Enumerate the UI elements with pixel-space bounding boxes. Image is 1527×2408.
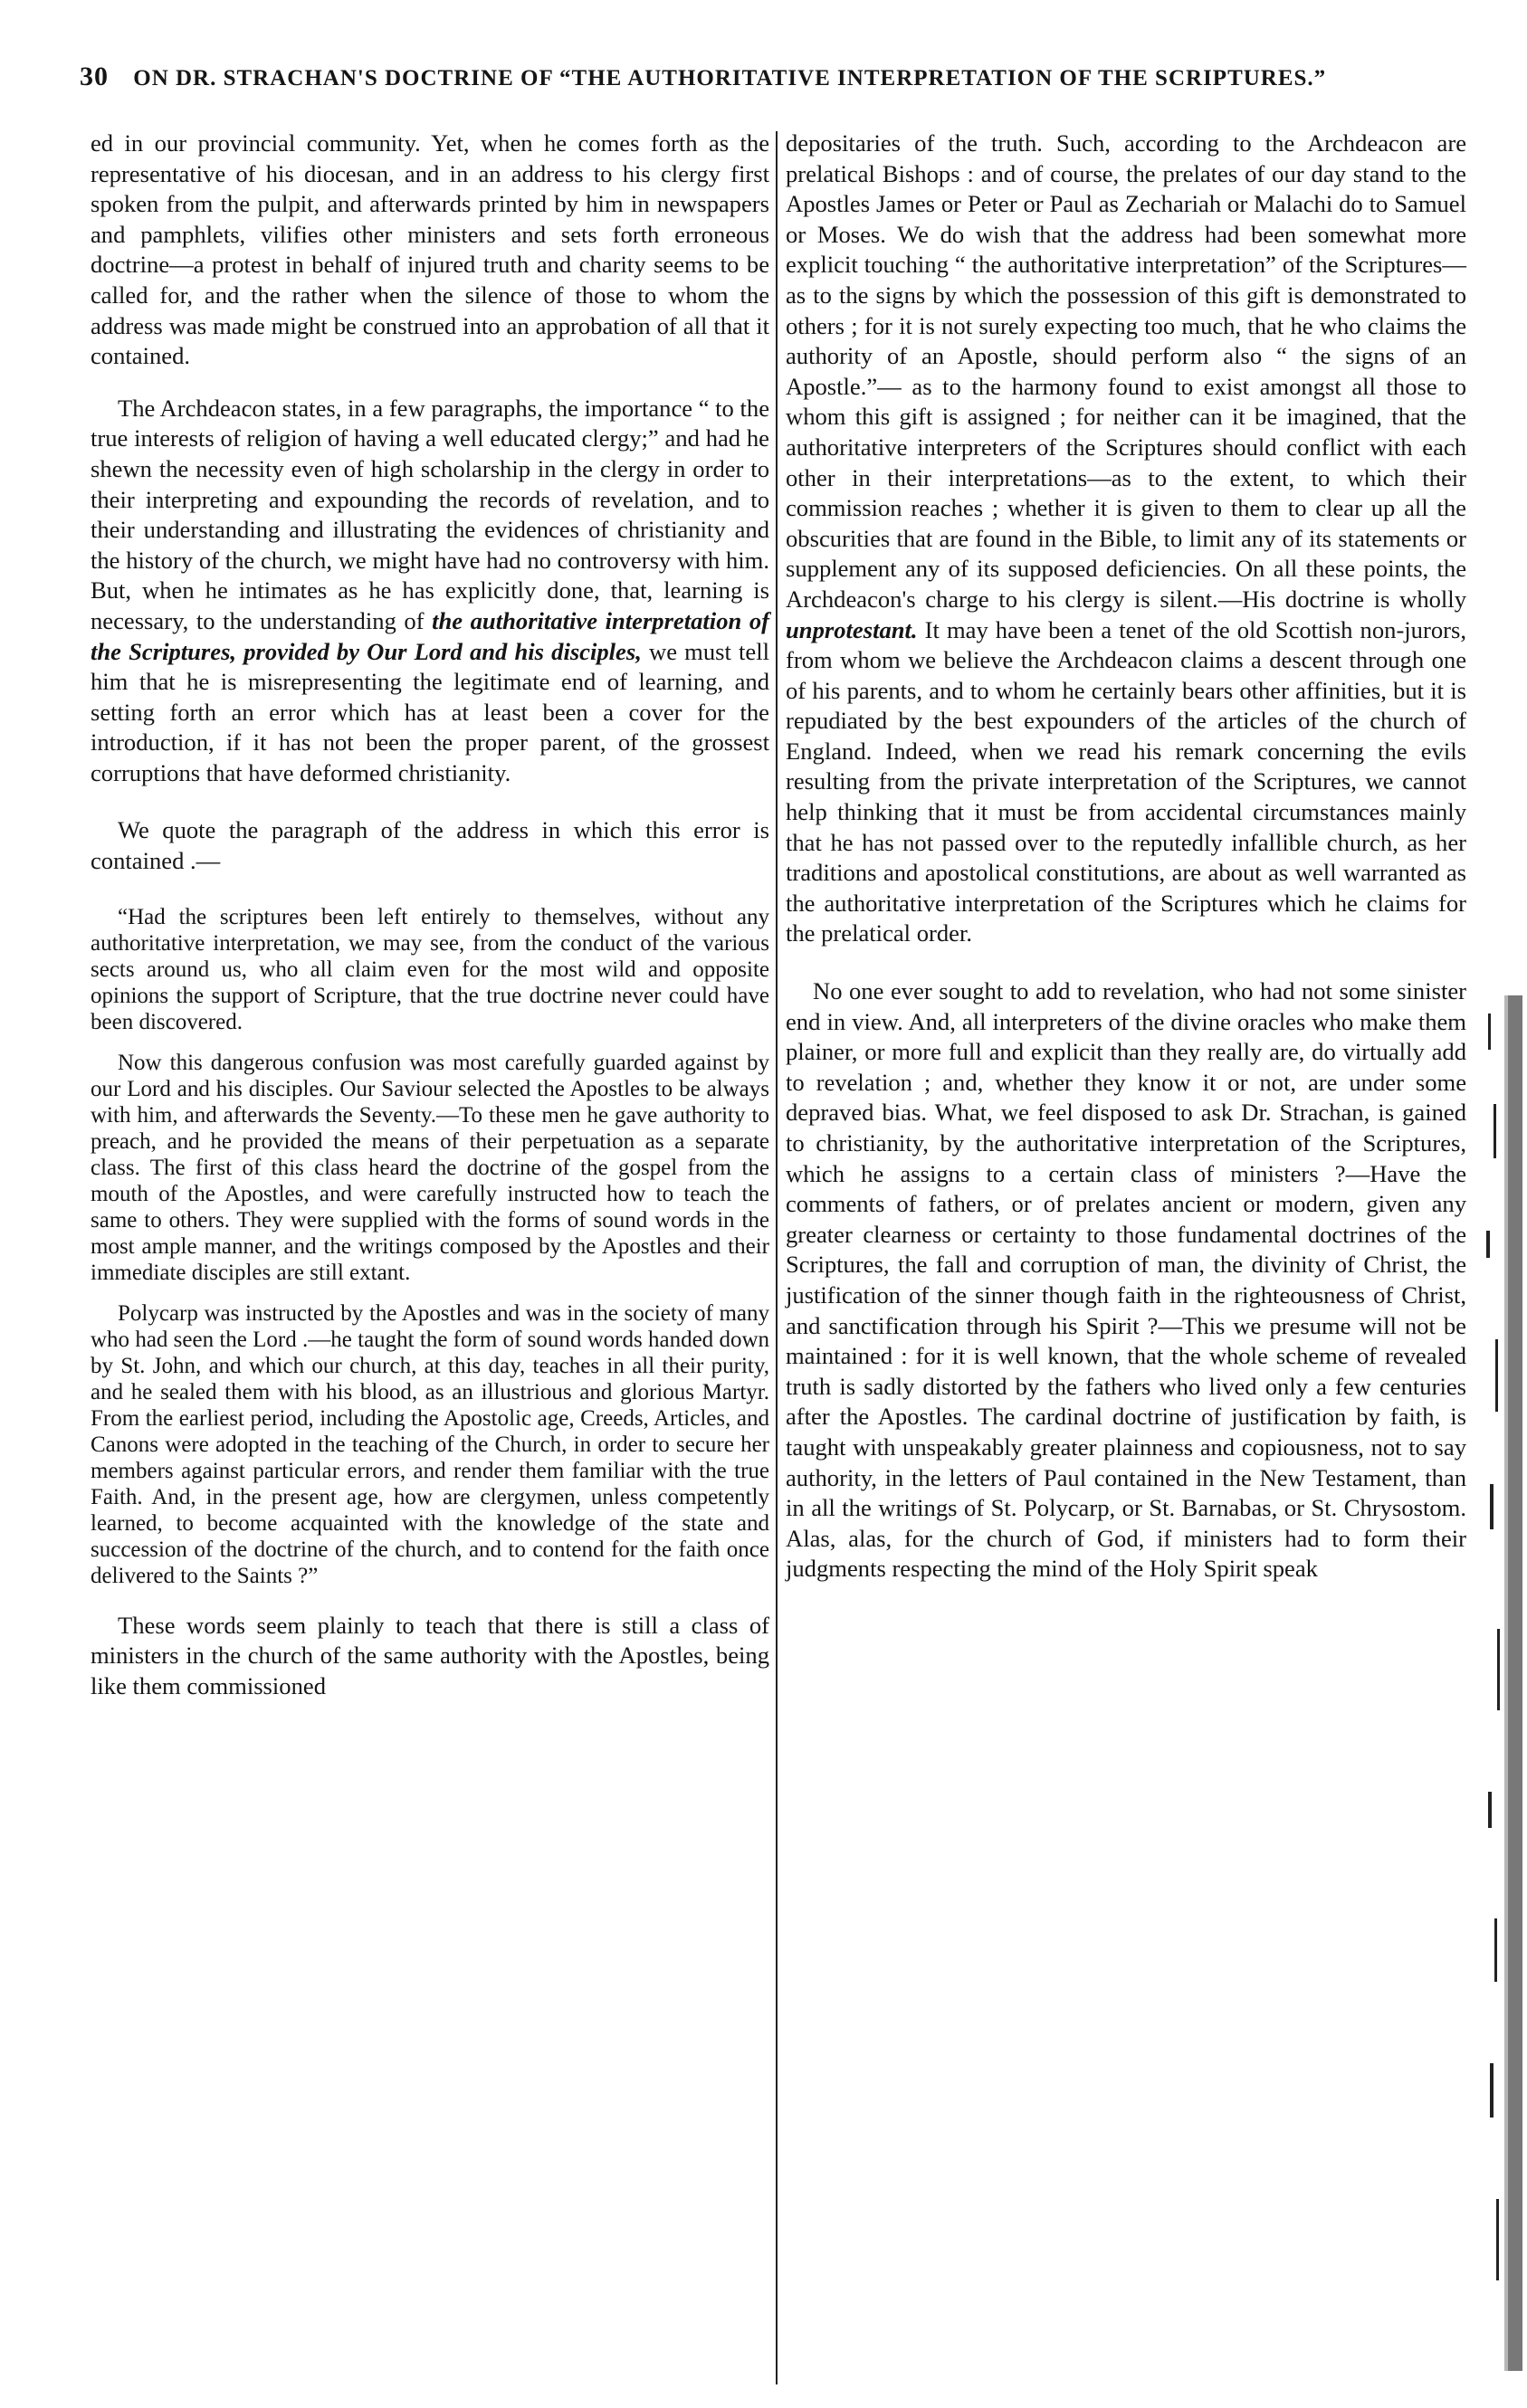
running-title: ON DR. STRACHAN'S DOCTRINE OF “THE AUTHORITATIVE INTERPRETATION OF THE SCRIPTURES.”	[133, 66, 1327, 90]
paragraph: We quote the paragraph of the address in which this error is contained .—	[91, 816, 769, 875]
text-run: depositaries of the truth. Such, according to the Archdeacon are prelatical Bishops : and of course, the prelates of our day stand to the Apostles James or Peter or Paul as Zechariah or Malachi do to Samuel or Moses. We do wish that the address had been somewhat more explicit touching “ the authoritative interpretation” of the Scriptures—as to the signs by which the possession of this gift is demonstrated to others ; for it is not surely expecting too much, that he who claims the authority of an Apostle, should perform also “ the signs of an Apostle.”— as to the harmony found to exist amongst all those to whom this gift is assigned ; for neither can it be imagined, that the authoritative interpreters of the Scriptures should conflict with each other in their interpretations—as to the extent, to which their commission reaches ; whether it is given to them to clear up all the obscurities that are found in the Bible, to limit any of its statements or supplement any of its supposed deficiencies. On all these points, the Archdeacon's charge to his clergy is silent.—His doctrine is wholly	[786, 129, 1466, 613]
paragraph: These words seem plainly to teach that there is still a class of ministers in the church of the same authority with the Apostles, being like them commissioned	[91, 1611, 769, 1699]
scanned-page-edge	[1481, 995, 1522, 2371]
column-divider	[776, 131, 778, 2384]
block-quote-paragraph: Now this dangerous confusion was most carefully guarded against by our Lord and his disciples. Our Saviour selected the Apostles to be always with him, and afterwards the Seventy.—To these men he gave authority to preach, and he provided the means of their perpetuation as a separate class. The first of this class heard the doctrine of the gospel from the mouth of the Apostles, and were carefully instructed how to teach the same to others. They were supplied with the forms of sound words in the most ample manner, and the writings composed by the Apostles and their immediate disciples are still extant.	[91, 1050, 769, 1285]
running-header	[80, 62, 1455, 105]
page-number: 30	[80, 62, 109, 91]
paragraph	[786, 128, 1466, 949]
paragraph: ed in our provincial community. Yet, when he comes forth as the representative of his diocesan, and in an address to his clergy first spoken from the pulpit, and afterwards printed by him in newspapers and pamphlets, vilifies other ministers and sets forth erroneous doctrine—a protest in behalf of injured truth and charity seems to be called for, and the rather when the silence of those to whom the address was made might be construed into an approbation of all that it contained.	[91, 129, 769, 370]
block-quote-paragraph: “Had the scriptures been left entirely to themselves, without any authoritative interpretation, we may see, from the conduct of the various sects around us, who all claim even for the most wild and opposite opinions the support of Scripture, that the true doctrine never could have been discovered.	[91, 904, 769, 1034]
emphasized-text: the authoritative interpretation of the Scriptures, provided by Our Lord and his disciples,	[91, 606, 770, 665]
text-run: we must tell him that he is misrepresenting the legitimate end of learning, and setting forth an error which has at least been a cover for the introduction, if it has not been the proper parent, of the grossest corruptions that have deformed christianity.	[91, 637, 769, 786]
right-column	[786, 128, 1466, 1585]
paragraph: No one ever sought to add to revelation, who had not some sinister end in view. And, all interpreters of the divine oracles who make them plainer, or more full and explicit than they really are, do virtually add to revelation ; and, whether they know it or not, are under some depraved bias. What, we feel disposed to ask Dr. Strachan, is gained to christianity, by the authoritative interpretation of the Scriptures, which he assigns to a certain class of ministers ?—Have the comments of fathers, or of prelates ancient or modern, given any greater clearness or certainty to those fundamental doctrines of the Scriptures, the fall and corruption of man, the divinity of Christ, the justification of the sinner though faith in the righteousness of Christ, and sanctification through his Spirit ?—This we presume will not be maintained : for it is well known, that the whole scheme of revealed truth is sadly distorted by the fathers who lived only a few centuries after the Apostles. The cardinal doctrine of justification by faith, is taught with unspeakably greater plainness and copiousness, not to say authority, in the letters of Paul contained in the New Testament, than in all the writings of St. Polycarp, or St. Barnabas, or St. Chrysostom. Alas, alas, for the church of God, if ministers had to form their judgments respecting the mind of the Holy Spirit speak	[786, 977, 1466, 1583]
emphasized-text: unprotestant.	[786, 615, 918, 643]
block-quote-paragraph: Polycarp was instructed by the Apostles and was in the society of many who had seen the Lord .—he taught the form of sound words handed down by St. John, and which our church, at this day, teaches in all their purity, and he sealed them with his blood, as an illustrious and glorious Martyr. From the earliest period, including the Apostolic age, Creeds, Articles, and Canons were adopted in the teaching of the Church, in order to secure her members against particular errors, and render them familiar with the true Faith. And, in the present age, how are clergymen, unless competently learned, to become acquainted with the knowledge of the state and succession of the doctrine of the church, and to contend for the faith once delivered to the Saints ?”	[91, 1300, 769, 1588]
text-run: It may have been a tenet of the old Scottish non-jurors, from whom we believe the Archdeacon claims a descent through one of his parents, and to whom he certainly bears other affinities, but it is repudiated by the best expounders of the articles of the church of England. Indeed, when we read his remark concerning the evils resulting from the private interpretation of the Scriptures, we cannot help thinking that it must be from accidental circumstances mainly that he has not passed over to the reputedly infallible church, as her traditions and apostolical constitutions, are about as well warranted as the authoritative interpretation of the Scriptures which he claims for the prelatical order.	[786, 615, 1466, 947]
paragraph	[91, 394, 769, 789]
left-column	[91, 128, 769, 1701]
text-run: The Archdeacon states, in a few paragraphs, the importance “ to the true interests of religion of having a well educated clergy;” and had he shewn the necessity even of high scholarship in the clergy in order to their interpreting and expounding the records of revelation, and to their understanding and illustrating the evidences of christianity and the history of the church, we might have had no controversy with him. But, when he intimates as he has explicitly done, that, learning is necessary, to the understanding of	[91, 394, 769, 634]
